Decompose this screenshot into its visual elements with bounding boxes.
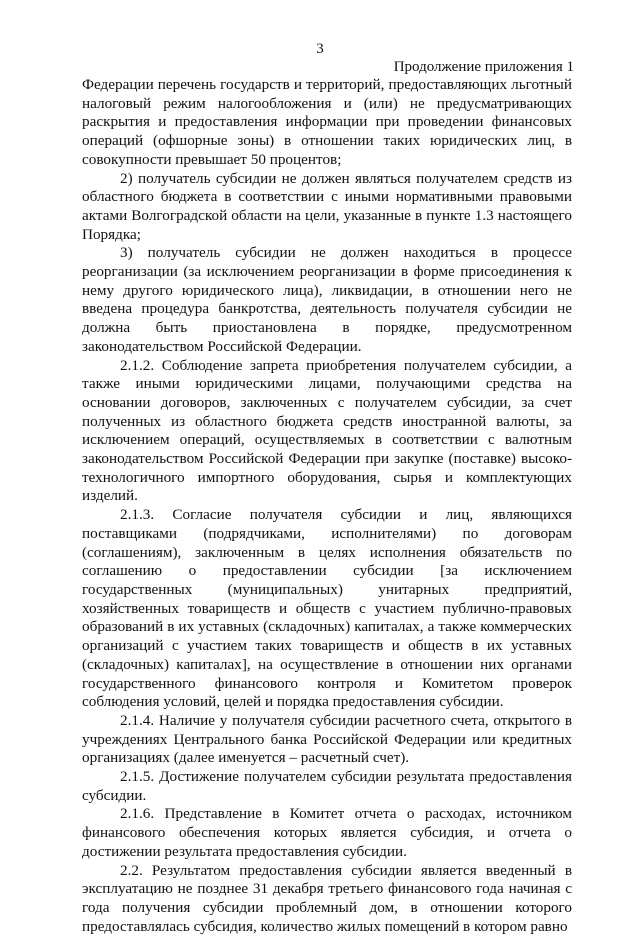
- paragraph-item-2: 2) получатель субсидии не должен являться получателем средств из областного бюджета в соответствии с иными нормативными правовыми актами Волгоградской области на цели, указанные в пункте 1.3 настоящего Порядка;: [82, 169, 572, 243]
- page-number: 3: [316, 41, 324, 57]
- paragraph-2-1-4: 2.1.4. Наличие у получателя субсидии расчетного счета, открытого в учреждениях Центрального банка Российской Федерации или кредитных организациях (далее именуется – расчетный счет).: [82, 711, 572, 767]
- paragraph-2-1-3: 2.1.3. Согласие получателя субсидии и лиц, являющихся поставщиками (подрядчиками, исполнителями) по договорам (соглашениям), заключенным в целях исполнения обязательств по соглашению о предоставлении субсидии [за исключением государственных (муниципальных) унитарных предприятий, хозяйственных товариществ и обществ с участием публично-правовых образований в их уставных (складочных) капиталах, а также коммерческих организаций с участием таких товариществ и обществ в их уставных (складочных) капиталах], на осуществление в отношении них органами государственного финансового контроля и Комитетом проверок соблюдения условий, целей и порядка предоставления субсидии.: [82, 506, 572, 711]
- document-body: [82, 76, 572, 936]
- paragraph-2-2: 2.2. Результатом предоставления субсидии является введенный в эксплуатацию не позднее 31 декабря третьего финансового года начиная с года получения субсидии проблемный дом, в отношении которого предоставлялась субсидия, количество жилых помещений в котором равно: [82, 861, 572, 935]
- appendix-continuation-label: Продолжение приложения 1: [393, 59, 574, 75]
- paragraph-2-1-5: 2.1.5. Достижение получателем субсидии результата предоставления субсидии.: [82, 768, 572, 804]
- paragraph-continued: Федерации перечень государств и территорий, предоставляющих льготный налоговый режим налогообложения и (или) не предусматривающих раскрытия и предоставления информации при проведении финансовых операций (офшорные зоны) в отношении таких юридических лиц, в совокупности превышает 50 процентов;: [82, 76, 572, 168]
- paragraph-item-3: 3) получатель субсидии не должен находиться в процессе реорганизации (за исключением реорганизации в форме присоединения к нему другого юридического лица), ликвидации, в отношении него не введена процедура банкротства, деятельность получателя субсидии не должна быть приостановлена в порядке, предусмотренном законодательством Российской Федерации.: [82, 244, 572, 355]
- paragraph-2-1-2: 2.1.2. Соблюдение запрета приобретения получателем субсидии, а также иными юридическими лицами, получающими средства на основании договоров, заключенных с получателем субсидии, за счет полученных из областного бюджета средств иностранной валюты, за исключением операций, осуществляемых в соответствии с валютным законодательством Российской Федерации при закупке (поставке) высокотехнологичного импортного оборудования, сырья и комплектующих изделий.: [82, 356, 572, 505]
- paragraph-2-1-6: 2.1.6. Представление в Комитет отчета о расходах, источником финансового обеспечения которых является субсидия, и отчета о достижении результата предоставления субсидии.: [82, 805, 572, 860]
